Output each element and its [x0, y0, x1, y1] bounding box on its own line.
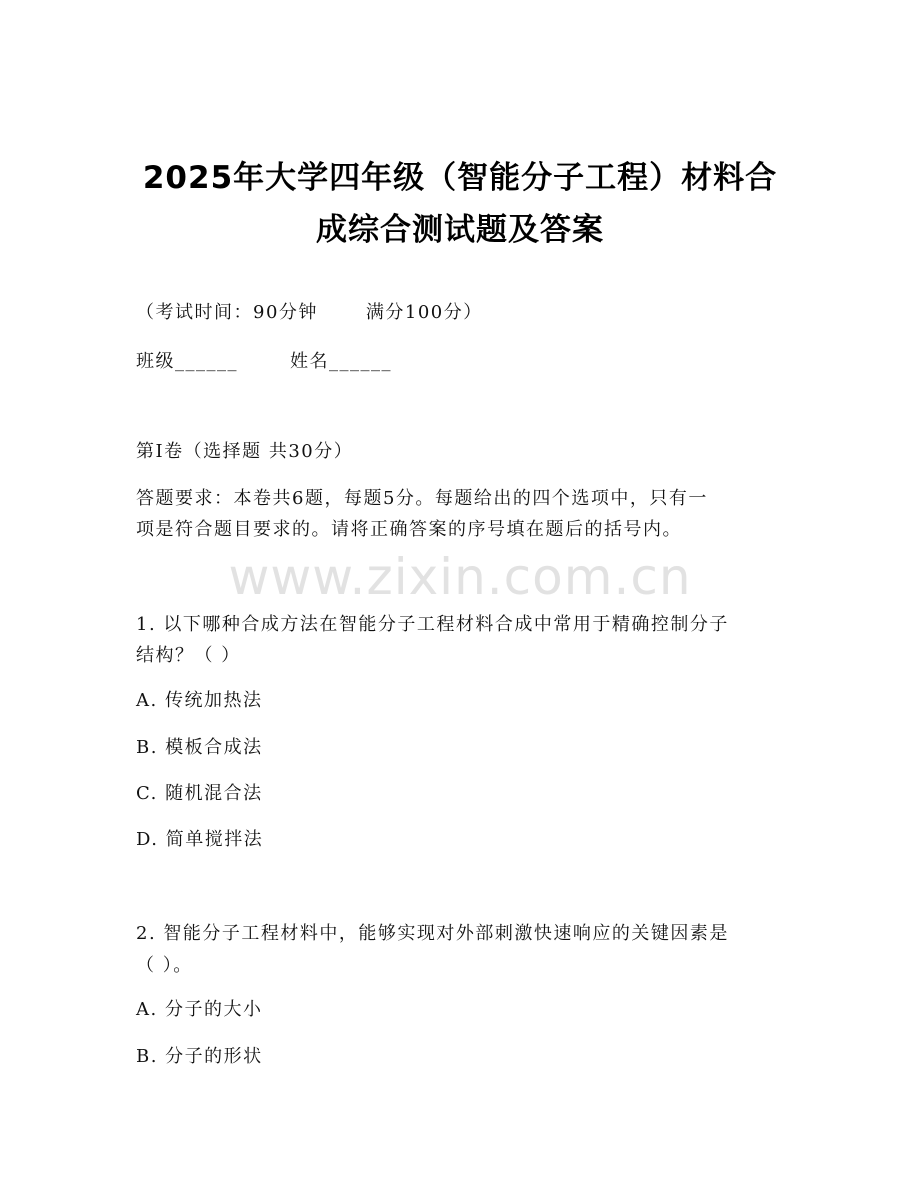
question-1-option-a: A. 传统加热法 [136, 690, 263, 711]
exam-total-score: 满分100分） [365, 302, 483, 323]
question-1-option-c: C. 随机混合法 [136, 783, 263, 804]
name-field: 姓名______ [290, 351, 392, 372]
exam-info [136, 298, 483, 328]
exam-time: （考试时间：90分钟 [136, 302, 318, 323]
document-title-line-1: 2025年大学四年级（智能分子工程）材料合 [142, 160, 778, 196]
section-instruction-line-1: 答题要求：本卷共6题，每题5分。每题给出的四个选项中，只有一 [136, 488, 708, 509]
question-2-option-a: A. 分子的大小 [136, 999, 263, 1020]
question-1-option-b: B. 模板合成法 [136, 737, 263, 758]
question-2-stem-line-2: （ ）。 [136, 955, 193, 976]
question-1-stem-line-1: 1. 以下哪种合成方法在智能分子工程材料合成中常用于精确控制分子 [136, 614, 729, 635]
question-2-stem-line-1: 2. 智能分子工程材料中，能够实现对外部刺激快速响应的关键因素是 [136, 923, 729, 944]
document-title-line-2: 成综合测试题及答案 [316, 212, 604, 248]
question-2-option-b: B. 分子的形状 [136, 1046, 263, 1067]
student-fields [136, 347, 392, 377]
question-1-stem-line-2: 结构？（ ） [136, 645, 241, 666]
section-heading: 第I卷（选择题 共30分） [136, 441, 354, 462]
class-field: 班级______ [136, 351, 238, 372]
section-instruction-line-2: 项是符合题目要求的。请将正确答案的序号填在题后的括号内。 [136, 519, 682, 540]
question-1-option-d: D. 简单搅拌法 [136, 829, 264, 850]
watermark: www.zixin.com.cn [228, 548, 692, 606]
